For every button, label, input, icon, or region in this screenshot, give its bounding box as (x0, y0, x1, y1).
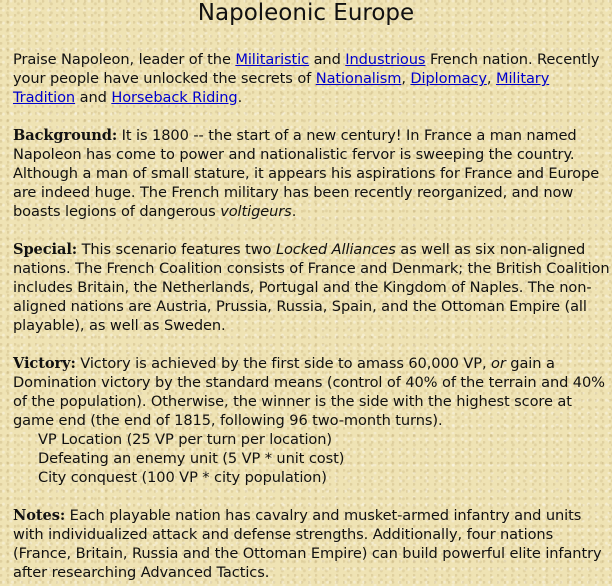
background-paragraph (13, 126, 611, 221)
intro-text: and (309, 51, 346, 68)
special-text: This scenario features two (77, 241, 276, 258)
victory-label: Victory: (13, 355, 76, 372)
victory-item: VP Location (25 VP per turn per location) (38, 431, 332, 448)
background-italic: voltigeurs (220, 203, 292, 220)
intro-text: French nation. Recently your people have unlocked the secrets of (13, 51, 600, 87)
notes-label: Notes: (13, 507, 66, 524)
victory-text: Victory is achieved by the first side to amass 60,000 VP, (75, 355, 492, 372)
victory-paragraph (13, 354, 611, 487)
victory-item: City conquest (100 VP * city population) (38, 469, 327, 486)
special-text: as well as six non-aligned nations. The French Coalition consists of France and Denmark; the British Coalition includes Britain, the Netherlands, Portugal and the Kingdom of Naples. The non-aligned nations are Austria, Prussia, Russia, Spain, and the Ottoman Empire (all playable), as well as Sweden. (13, 241, 610, 334)
special-italic: Locked Alliances (275, 241, 396, 258)
intro-text: . (237, 89, 243, 106)
victory-item: Defeating an enemy unit (5 VP * unit cost) (38, 450, 345, 467)
background-label: Background: (13, 127, 118, 144)
intro-text: Praise Napoleon, leader of the (13, 51, 236, 68)
intro-separator: , (486, 70, 496, 87)
intro-text: and (75, 89, 112, 106)
link-industrious[interactable]: Industrious (345, 51, 426, 68)
background-end: . (291, 203, 297, 220)
link-military-tradition[interactable]: Military Tradition (13, 70, 550, 106)
intro-separator: , (401, 70, 411, 87)
notes-paragraph (13, 506, 611, 582)
link-diplomacy[interactable]: Diplomacy (410, 70, 487, 87)
notes-text: Each playable nation has cavalry and musket-armed infantry and units with individualized attack and defense strengths. Additionally, four nations (France, Britain, Russia and the Ottoman Empire) can build powerful elite infantry after researching Advanced Tactics. (13, 507, 602, 581)
victory-italic: or (491, 355, 506, 372)
page-title: Napoleonic Europe (197, 0, 415, 26)
special-label: Special: (13, 241, 78, 258)
link-nationalism[interactable]: Nationalism (315, 70, 402, 87)
background-text: It is 1800 -- the start of a new century! In France a man named Napoleon has come to power and nationalistic fervor is sweeping the country. Although a man of small stature, it appears his aspirations for France and Europe are indeed huge. The French military has been recently reorganized, and now boasts legions of dangerous (13, 127, 600, 220)
intro-paragraph (13, 50, 611, 107)
special-paragraph (13, 240, 611, 335)
victory-text: gain a Domination victory by the standard means (control of 40% of the terrain and 40% of the population). Otherwise, the winner is the side with the highest score at game end (the end of 1815, following 96 two-month turns). (13, 355, 605, 429)
link-militaristic[interactable]: Militaristic (235, 51, 310, 68)
scenario-description (13, 50, 611, 582)
link-horseback-riding[interactable]: Horseback Riding (111, 89, 238, 106)
